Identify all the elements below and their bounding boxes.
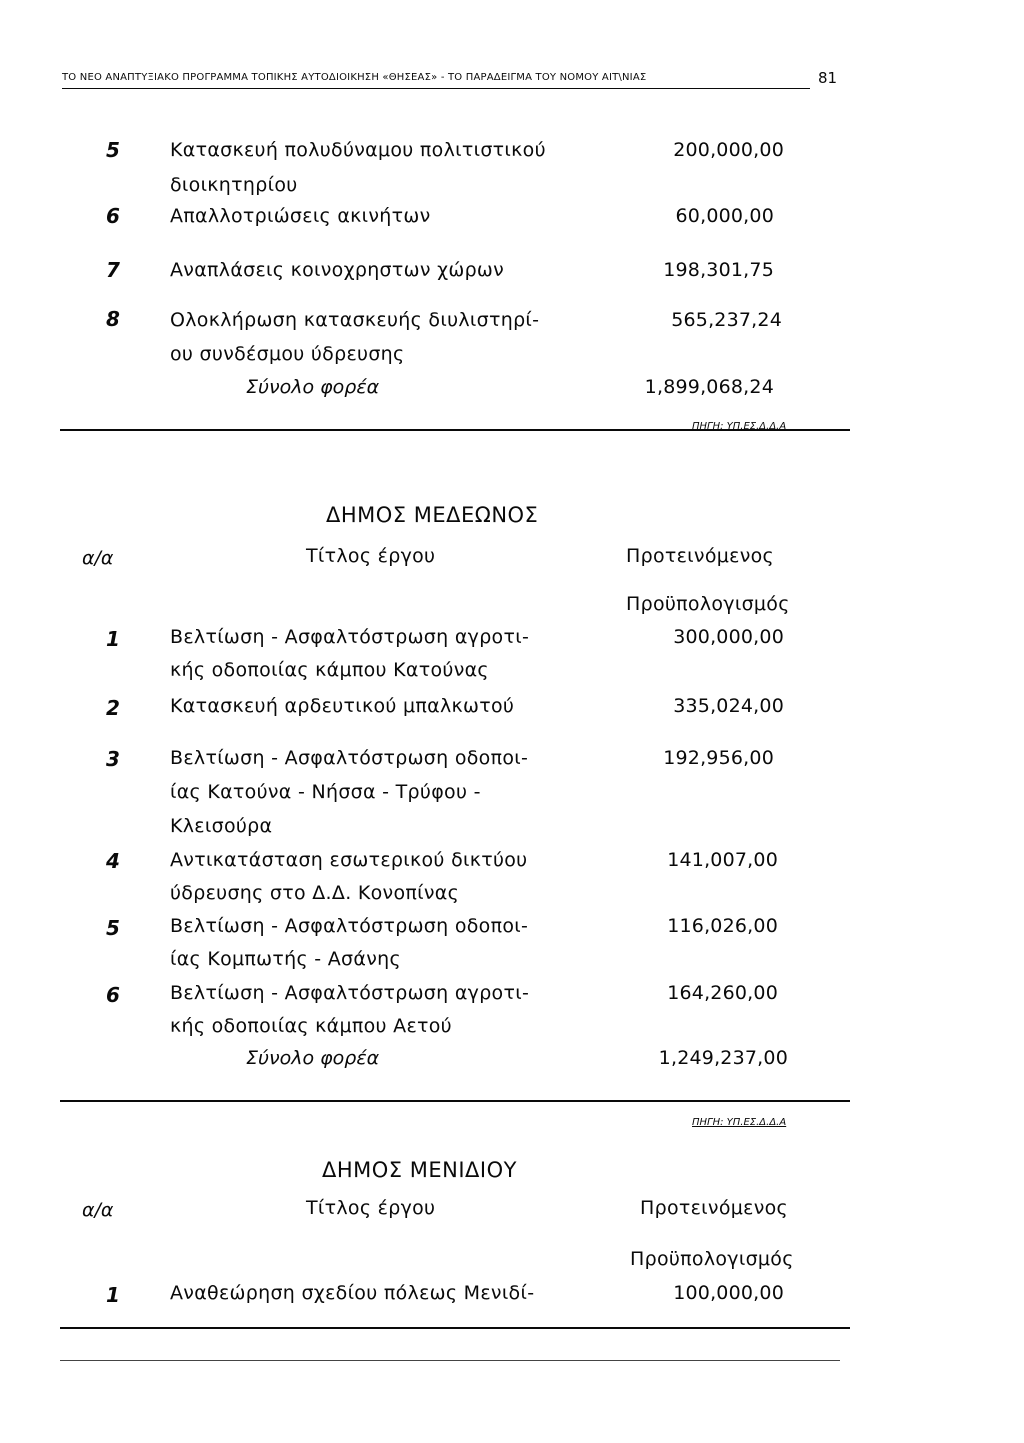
row-number: 1 — [106, 627, 120, 651]
row-number: 3 — [106, 747, 120, 771]
project-title-cont: ύδρευσης στο Δ.Δ. Κονοπίνας — [170, 882, 460, 904]
project-title-cont: ίας Κομπωτής - Ασάνης — [170, 948, 401, 970]
project-amount: 192,956,00 — [663, 747, 774, 769]
project-title: Αναθεώρηση σχεδίου πόλεως Μενιδί- — [170, 1282, 535, 1304]
row-number: 4 — [106, 849, 120, 873]
column-header-budget-cont: Προϋπολογισμός — [626, 593, 790, 615]
project-amount: 335,024,00 — [673, 695, 784, 717]
row-number: 1 — [106, 1283, 120, 1307]
project-amount: 141,007,00 — [667, 849, 778, 871]
row-number: 2 — [106, 696, 120, 720]
project-title: Αναπλάσεις κοινοχρηστων χώρων — [170, 259, 505, 281]
running-header: ΤΟ ΝΕΟ ΑΝΑΠΤΥΞΙΑΚΟ ΠΡΟΓΡΑΜΜΑ ΤΟΠΙΚΗΣ ΑΥΤΟΔΙΟΙΚΗΣΗ «ΘΗΣΕΑΣ» - ΤΟ ΠΑΡΑΔΕΙΓΜΑ ΤΟΥ ΝΟΜΟΥ ΑΙΤ\ΝΙΑΣ — [62, 72, 647, 83]
project-amount: 300,000,00 — [673, 626, 784, 648]
project-title: Βελτίωση - Ασφαλτόστρωση αγροτι- — [170, 982, 530, 1004]
project-title-cont: διοικητηρίου — [170, 174, 298, 196]
column-header-budget: Προτεινόμενος — [640, 1197, 788, 1219]
section-rule — [60, 1327, 850, 1329]
project-amount: 164,260,00 — [667, 982, 778, 1004]
total-amount: 1,899,068,24 — [644, 376, 774, 398]
column-header-title: Τίτλος έργου — [306, 545, 436, 567]
section-title: ΔΗΜΟΣ ΜΕΝΙΔΙΟΥ — [322, 1158, 517, 1182]
total-label: Σύνολο φορέα — [246, 1047, 380, 1069]
row-number: 8 — [106, 307, 120, 331]
project-amount: 200,000,00 — [673, 139, 784, 161]
row-number: 6 — [106, 983, 120, 1007]
source-note: ΠΗΓΗ: ΥΠ.ΕΣ.Δ.Δ.Α — [692, 1117, 787, 1128]
project-title: Βελτίωση - Ασφαλτόστρωση αγροτι- — [170, 626, 530, 648]
project-title-cont: κής οδοποιίας κάμπου Αετού — [170, 1015, 452, 1037]
column-header-number: α/α — [82, 547, 114, 569]
column-header-budget: Προτεινόμενος — [626, 545, 774, 567]
total-label: Σύνολο φορέα — [246, 376, 380, 398]
column-header-title: Τίτλος έργου — [306, 1197, 436, 1219]
row-number: 7 — [106, 258, 120, 282]
row-number: 6 — [106, 204, 120, 228]
total-amount: 1,249,237,00 — [658, 1047, 788, 1069]
project-amount: 198,301,75 — [663, 259, 774, 281]
section-rule — [60, 1100, 850, 1102]
section-title: ΔΗΜΟΣ ΜΕΔΕΩΝΟΣ — [326, 503, 539, 527]
row-number: 5 — [106, 138, 120, 162]
project-title: Βελτίωση - Ασφαλτόστρωση οδοποι- — [170, 747, 529, 769]
page-number: 81 — [818, 69, 838, 87]
project-amount: 565,237,24 — [671, 309, 782, 331]
project-title: Απαλλοτριώσεις ακινήτων — [170, 205, 431, 227]
project-amount: 60,000,00 — [675, 205, 774, 227]
project-title: Κατασκευή αρδευτικού μπαλκωτού — [170, 695, 515, 717]
project-title: Ολοκλήρωση κατασκευής διυλιστηρί- — [170, 309, 540, 331]
source-note: ΠΗΓΗ: ΥΠ.ΕΣ.Δ.Δ.Α — [692, 421, 787, 432]
row-number: 5 — [106, 916, 120, 940]
header-rule — [62, 88, 810, 89]
project-amount: 116,026,00 — [667, 915, 778, 937]
project-title: Αντικατάσταση εσωτερικού δικτύου — [170, 849, 528, 871]
project-title: Κατασκευή πολυδύναμου πολιτιστικού — [170, 139, 546, 161]
section-rule — [60, 1360, 840, 1361]
project-title-cont: ου συνδέσμου ύδρευσης — [170, 343, 405, 365]
column-header-number: α/α — [82, 1199, 114, 1221]
project-title-cont: ίας Κατούνα - Νήσσα - Τρύφου - — [170, 781, 481, 803]
project-title: Βελτίωση - Ασφαλτόστρωση οδοποι- — [170, 915, 529, 937]
project-title-cont: κής οδοποιίας κάμπου Κατούνας — [170, 659, 489, 681]
column-header-budget-cont: Προϋπολογισμός — [630, 1248, 794, 1270]
project-amount: 100,000,00 — [673, 1282, 784, 1304]
project-title-cont: Κλεισούρα — [170, 815, 273, 837]
